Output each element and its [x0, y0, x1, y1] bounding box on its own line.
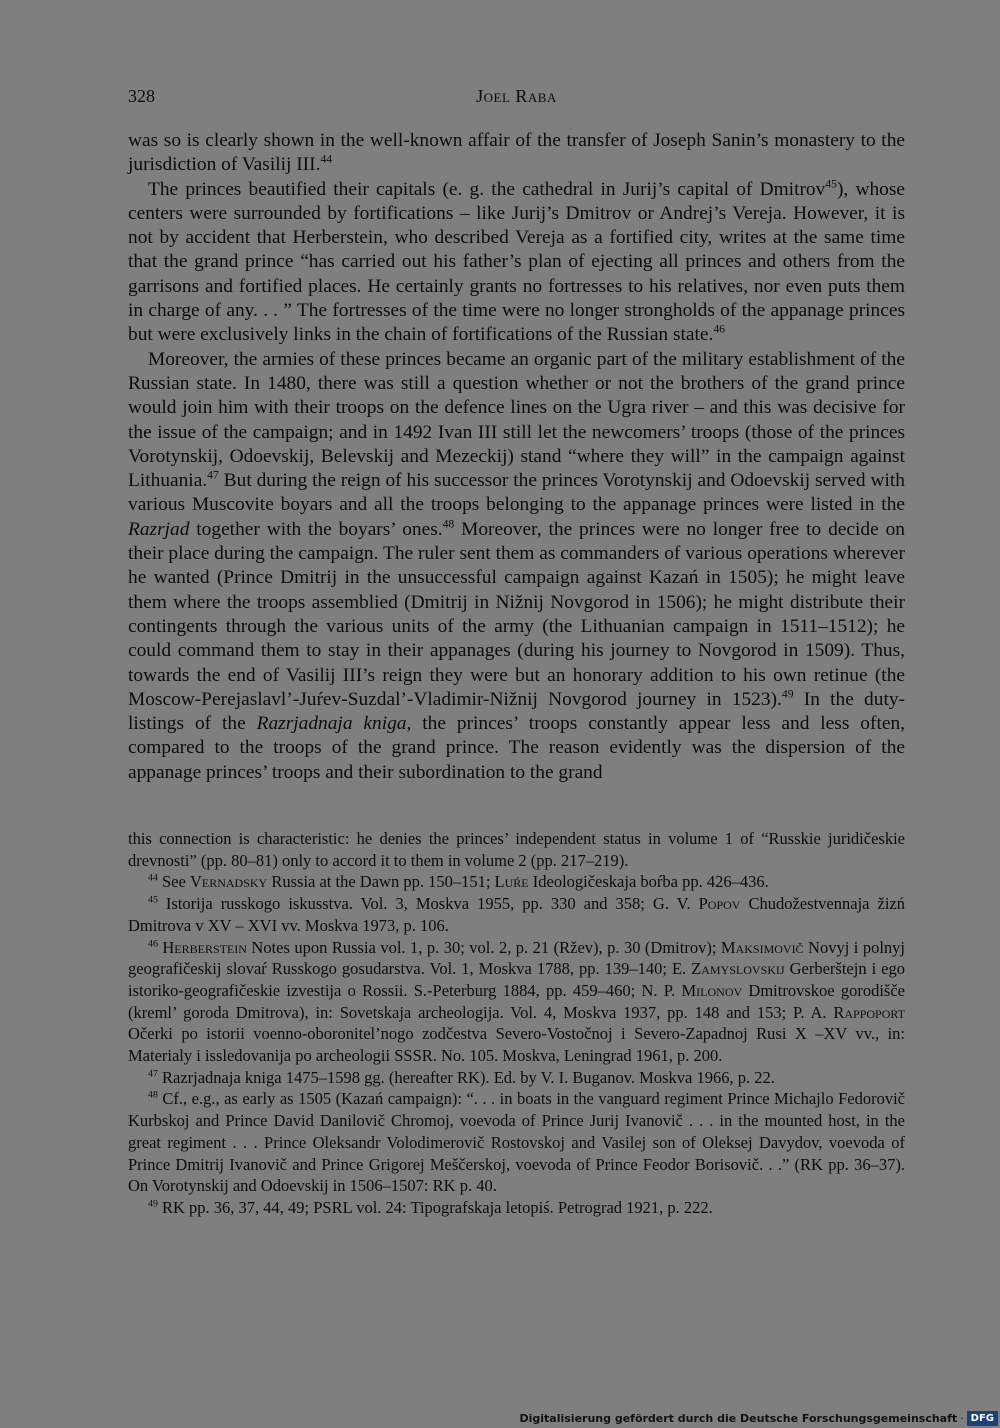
- footnote-text: Notes upon Russia vol. 1, p. 30; vol. 2, p. 21 (Ržev), p. 30 (Dmitrov);: [246, 937, 721, 957]
- footnote-ref: 46: [713, 322, 725, 336]
- footnote-number: 46: [148, 938, 158, 950]
- body-text-run: Moreover, the princes were no longer free to decide on their place during the campaign. The ruler sent them as commanders of various operations wherever he wanted (Prince Dmitrij in the unsuccessful campaign against Kazań in 1505); he might leave them where the troops assemblied (Dmitrij in Nižnij Novgorod in 1506); he might distribute their contingents through the various units of the army (the Lithuanian campaign in 1511–1512); he could command them to stay in their appanages (during his journey to Novgorod in 1509). Thus, towards the end of Vasilij III’s reign they were but an honorary addition to his own retinue (the Moscow-Perejaslavl’-Juŕev-Suzdal’-Vladimir-Nižnij Novgorod journey in 1523).: [128, 518, 905, 710]
- body-text: [128, 129, 905, 785]
- footnote-continuation: this connection is characteristic: he denies the princes’ independent status in volume 1 of “Russkie juridičeskie drevnosti” (pp. 80–81) only to accord it to them in volume 2 (pp. 217–219).: [128, 829, 905, 870]
- italic-term: Razrjadnaja kniga,: [256, 713, 412, 735]
- body-paragraph: [128, 348, 905, 785]
- footnote-text: Chudožestvennaja žizń Dmitrova v XV – XVI vv. Moskva 1973, p. 106.: [128, 894, 905, 935]
- digitization-footer: [519, 1408, 1000, 1428]
- body-text-run: In the duty-listings of the: [128, 688, 905, 735]
- footnote-text: See: [162, 872, 190, 892]
- running-head: Joel Raba: [476, 86, 557, 106]
- footnote-number: 48: [148, 1089, 158, 1101]
- footnote-44: [128, 871, 905, 893]
- dfg-logo-icon: DFG: [967, 1411, 998, 1426]
- footnote-text: Dmitrovskoe gorodišče (kreml’ goroda Dmitrova), in: Sovetskaja archeologija. Vol. 4, Moskva 1937, pp. 148 and 153; P. A.: [128, 980, 905, 1022]
- footnote-number: 47: [148, 1068, 158, 1080]
- author-name: Zamyslovskij: [691, 959, 785, 979]
- body-text-run: But during the reign of his successor the princes Vorotynskij and Odoevskij served with various Muscovite boyars and all the troops belonging to the appanage princes were listed in the: [128, 470, 905, 516]
- body-text-run: ), whose centers were surrounded by fortifications – like Jurij’s Dmitrov or Andrej’s Vereja. However, it is not by accident that Herberstein, who described Vereja as a fortified city, writes at the same time that the grand prince “has carried out his father’s plan of ejecting all princes and others from the garrisons and fortified places. He certainly grants no fortresses to his relatives, nor even puts them in charge of any. . . ” The fortresses of the time were no longer strongholds of the appanage princes but were exclusively links in the chain of fortifications of the Russian state.: [128, 178, 905, 346]
- footnote-text: Gerberštejn i ego istoriko-geografičeskie izvestija o Rossii. S.-Peterburg 1884, pp. 459–460; N. P.: [128, 959, 905, 1000]
- author-name: Luŕe: [494, 872, 529, 892]
- footnote-number: 45: [148, 894, 158, 906]
- footnote-number: 44: [148, 872, 158, 884]
- footnote-text: Novyj i polnyj geografičeskij slovaŕ Russkogo gosudarstva. Vol. 1, Moskva 1788, pp. 139–140; E.: [128, 937, 905, 979]
- author-name: Rappoport: [833, 1002, 905, 1022]
- footnote-46: [128, 937, 905, 1067]
- author-name: Vernadsky: [189, 872, 268, 892]
- author-name: Milonov: [681, 980, 743, 1000]
- footnote-ref: 48: [442, 517, 455, 531]
- body-paragraph: [128, 129, 905, 178]
- footnote-ref: 49: [781, 687, 794, 701]
- footnote-47: [128, 1067, 905, 1089]
- funding-notice: Digitalisierung gefördert durch die Deutsche Forschungsgemeinschaft: [519, 1411, 958, 1425]
- page-number: 328: [128, 86, 155, 106]
- footnote-text: Russia at the Dawn pp. 150–151;: [267, 872, 495, 892]
- footnote-text: RK pp. 36, 37, 44, 49; PSRL vol. 24: Tipografskaja letopiś. Petrograd 1921, p. 222.: [162, 1197, 713, 1217]
- footnote-text: Istorija russkogo iskusstva. Vol. 3, Moskva 1955, pp. 330 and 358; G. V.: [165, 894, 699, 914]
- body-text-run: the princes’ troops constantly appear less and less often, compared to the troops of the grand prince. The reason evidently was the dispersion of the appanage princes’ troops and their subordination to the grand: [128, 713, 905, 783]
- footnote-text: Ideologičeskaja boŕba pp. 426–436.: [528, 872, 769, 892]
- body-paragraph: [128, 178, 905, 348]
- footnotes: [128, 828, 905, 1219]
- body-text-run: together with the boyars’ ones.: [189, 518, 443, 540]
- page-header: [128, 86, 905, 112]
- footnote-ref: 44: [320, 152, 333, 166]
- footnote-ref: 45: [825, 177, 837, 191]
- italic-term: Razrjad: [128, 518, 190, 540]
- footnote-text: Razrjadnaja kniga 1475–1598 gg. (hereafter RK). Ed. by V. I. Buganov. Moskva 1966, p. 22.: [162, 1067, 775, 1087]
- footnote-48: [128, 1088, 905, 1197]
- footnote-49: [128, 1197, 905, 1219]
- footnote-45: [128, 893, 905, 936]
- author-name: Popov: [698, 894, 741, 914]
- footnote-text: Očerki po istorii voenno-oboronitel’nogo zodčestva Severo-Vostočnoj i Severo-Zapadnoj Rusi X –XV vv., in: Materialy i issledovanija po archeologii SSSR. No. 105. Moskva, Leningrad 1961, p. 200.: [128, 1024, 905, 1066]
- footnote-number: 49: [148, 1198, 158, 1210]
- body-text-run: The princes beautified their capitals (e. g. the cathedral in Jurij’s capital of Dmitrov: [148, 178, 826, 200]
- body-text-run: was so is clearly shown in the well-known affair of the transfer of Joseph Sanin’s monastery to the jurisdiction of Vasilij III.: [128, 130, 905, 176]
- author-name: Maksimovič: [720, 937, 804, 957]
- author-name: Herberstein: [162, 937, 247, 957]
- body-text-run: Moreover, the armies of these princes became an organic part of the military establishment of the Russian state. In 1480, there was still a question whether or not the brothers of the grand prince would join him with their troops on the defence lines on the Ugra river – and this was decisive for the issue of the campaign; and in 1492 Ivan III still let the newcomers’ troops (those of the princes Vorotynskij, Odoevskij, Belevskij and Mezeckij) stand “where they will” in the campaign against Lithuania.: [128, 348, 905, 492]
- footnote-text: Cf., e.g., as early as 1505 (Kazań campaign): “. . . in boats in the vanguard regiment Prince Michajlo Fedorovič Kurbskoj and Prince David Danilovič Chromoj, voevoda of Prince Jurij Ivanovič . . . in the mounted host, in the great regiment . . . Prince Oleksandr Volodimerovič Rostovskoj and Vasilej son of Oleksej Davydov, voevoda of Prince Dmitrij Ivanovič and Prince Grigorej Meščerskoj, voevoda of Prince Feodor Borisovič. . .” (RK pp. 36–37). On Vorotynskij and Odoevskij in 1506–1507: RK p. 40.: [128, 1089, 906, 1196]
- footnote-ref: 47: [207, 468, 219, 482]
- footer-separator: ·: [960, 1411, 964, 1425]
